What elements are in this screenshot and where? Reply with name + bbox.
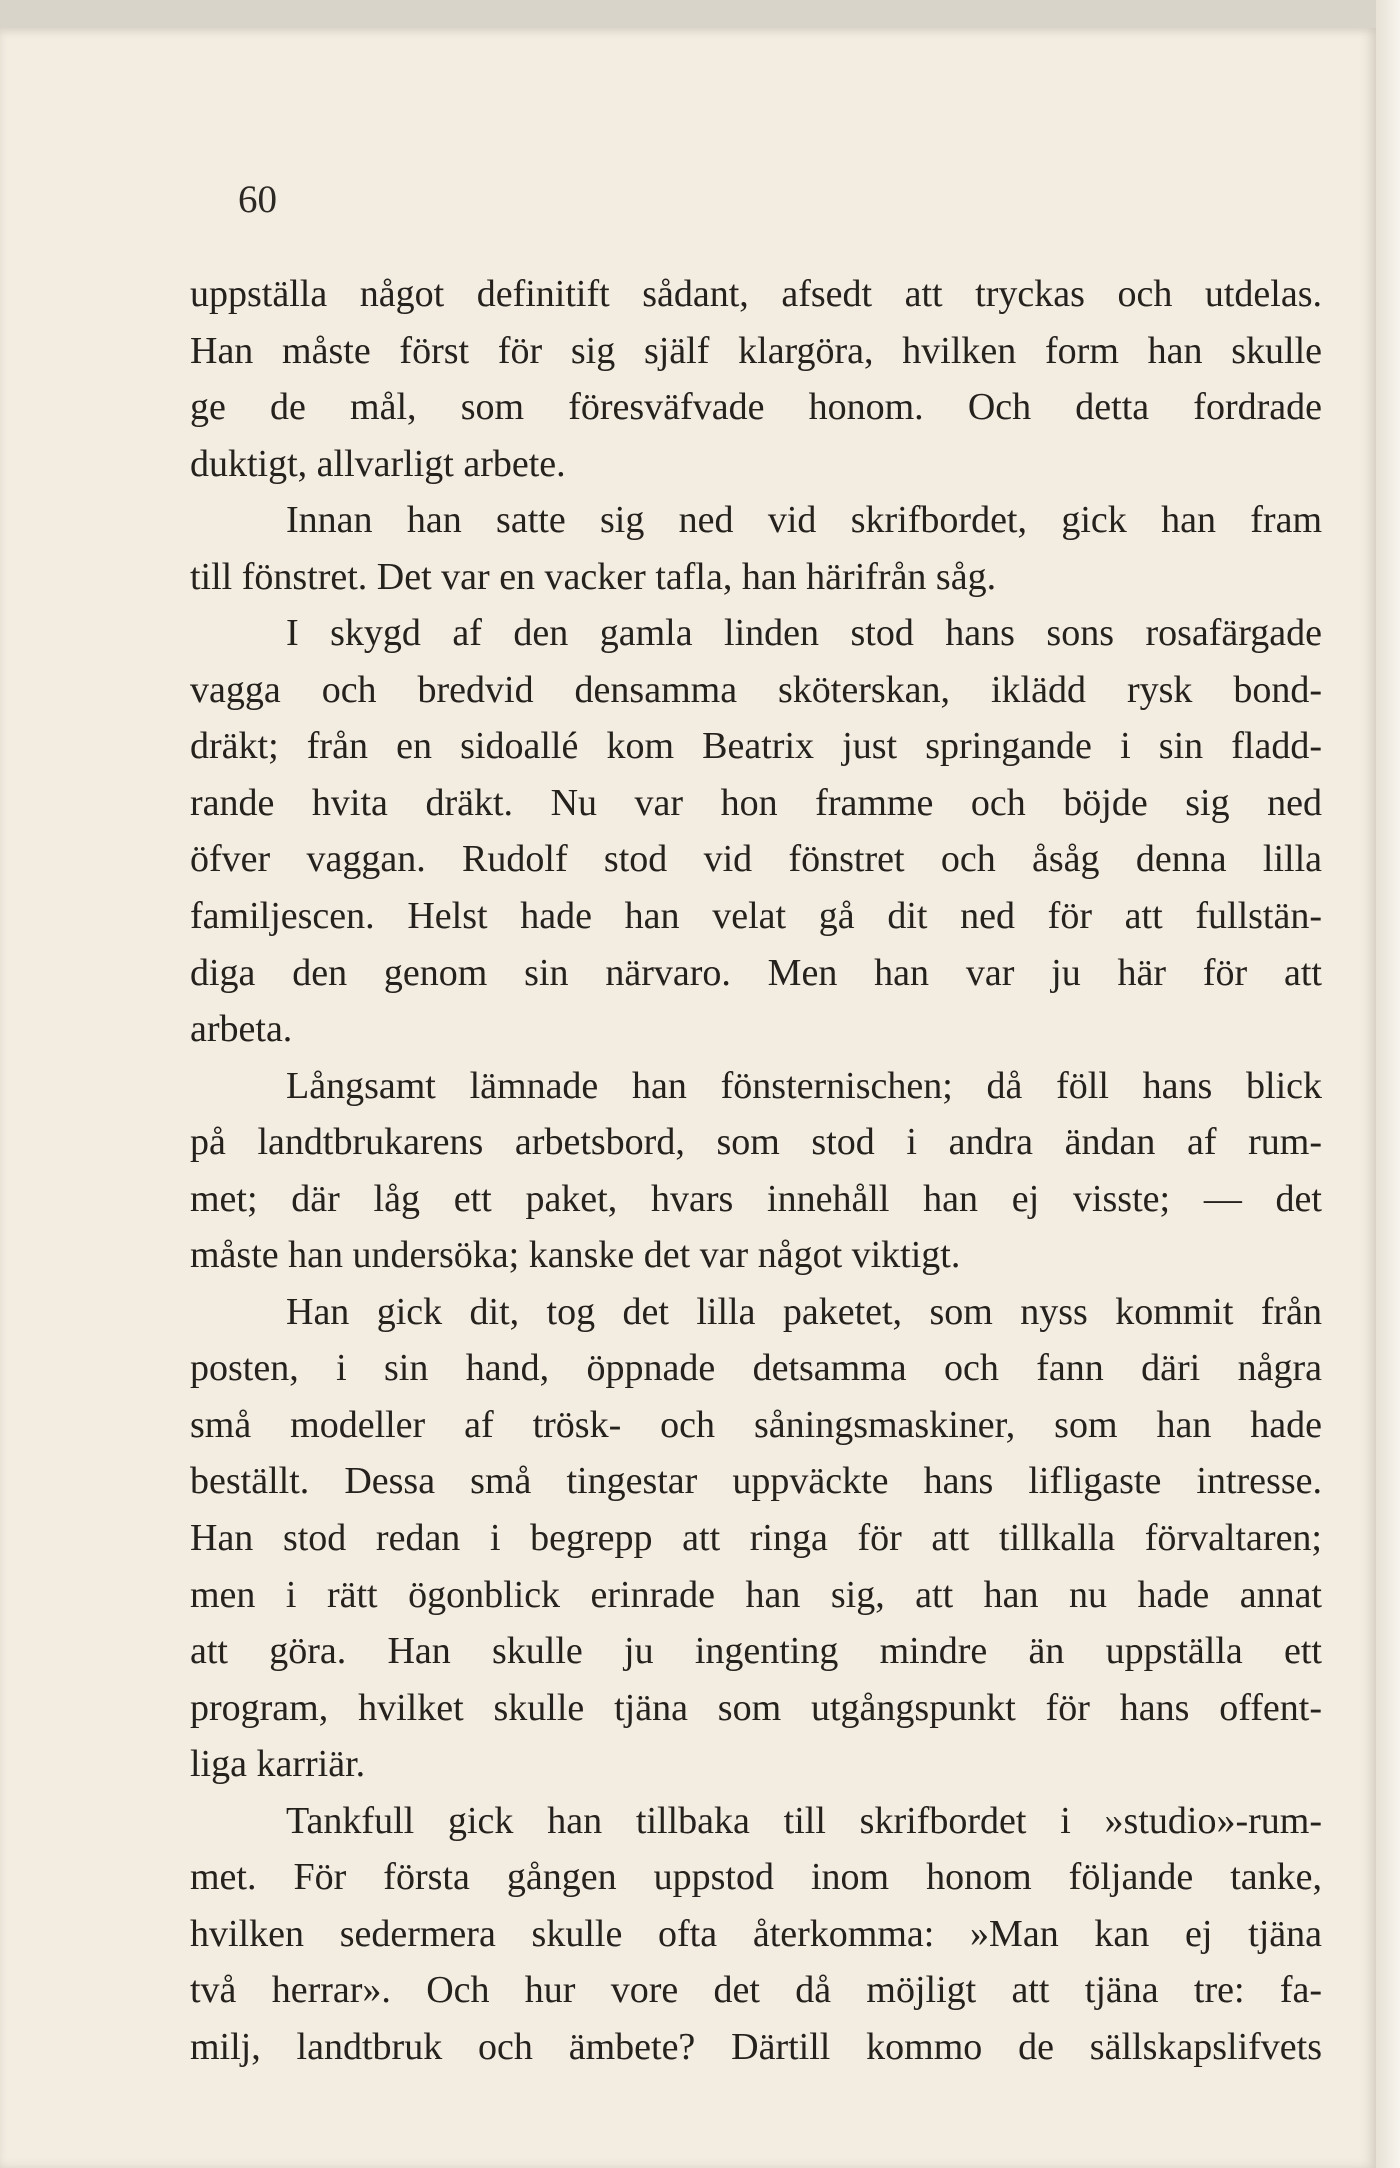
text-line: dräkt; från en sidoallé kom Beatrix just springande i sin fladd-: [190, 725, 1322, 768]
text-line: liga karriär.: [190, 1743, 366, 1786]
text-line: rande hvita dräkt. Nu var hon framme och böjde sig ned: [190, 781, 1322, 824]
text-line: öfver vaggan. Rudolf stod vid fönstret och åsåg denna lilla: [190, 838, 1322, 881]
text-line: Han gick dit, tog det lilla paketet, som nyss kommit från: [286, 1290, 1322, 1333]
body-text: [190, 266, 1322, 2076]
text-line: två herrar». Och hur vore det då möjligt att tjäna tre: fa-: [190, 1969, 1322, 2012]
text-line: på landtbrukarens arbetsbord, som stod i andra ändan af rum-: [190, 1121, 1322, 1164]
text-line: små modeller af trösk- och såningsmaskiner, som han hade: [190, 1403, 1322, 1446]
text-line: uppställa något definitift sådant, afsedt att tryckas och utdelas.: [190, 273, 1322, 315]
page-number: 60: [238, 178, 277, 221]
text-line: Innan han satte sig ned vid skrifbordet, gick han fram: [286, 499, 1322, 542]
text-line: ge de mål, som föresväfvade honom. Och detta fordrade: [190, 386, 1322, 429]
page-edge: [1376, 0, 1400, 2168]
text-line: Han stod redan i begrepp att ringa för att tillkalla förvaltaren;: [190, 1517, 1322, 1560]
text-line: program, hvilket skulle tjäna som utgångspunkt för hans offent-: [190, 1686, 1322, 1729]
text-line: men i rätt ögonblick erinrade han sig, att han nu hade annat: [190, 1573, 1322, 1616]
text-line: Långsamt lämnade han fönsternischen; då föll hans blick: [286, 1064, 1322, 1107]
text-line: måste han undersöka; kanske det var något viktigt.: [190, 1234, 961, 1277]
text-line: milj, landtbruk och ämbete? Därtill kommo de sällskapslifvets: [190, 2025, 1322, 2068]
text-line: Tankfull gick han tillbaka till skrifbordet i »studio»-rum-: [286, 1799, 1322, 1842]
text-line: arbeta.: [190, 1008, 293, 1051]
text-line: posten, i sin hand, öppnade detsamma och fann däri några: [190, 1347, 1322, 1390]
text-line: met. För första gången uppstod inom honom följande tanke,: [190, 1856, 1322, 1899]
text-line: familjescen. Helst hade han velat gå dit ned för att fullstän-: [190, 895, 1322, 938]
text-line: att göra. Han skulle ju ingenting mindre än uppställa ett: [190, 1630, 1322, 1673]
text-line: beställt. Dessa små tingestar uppväckte hans lifligaste intresse.: [190, 1460, 1322, 1503]
text-line: met; där låg ett paket, hvars innehåll han ej visste; — det: [190, 1177, 1322, 1220]
text-line: hvilken sedermera skulle ofta återkomma: »Man kan ej tjäna: [190, 1912, 1322, 1955]
text-line: Han måste först för sig själf klargöra, hvilken form han skulle: [190, 329, 1322, 372]
text-line: vagga och bredvid densamma sköterskan, iklädd rysk bond-: [190, 668, 1322, 711]
text-line: duktigt, allvarligt arbete.: [190, 442, 566, 485]
text-line: till fönstret. Det var en vacker tafla, han härifrån såg.: [190, 555, 997, 598]
text-line: diga den genom sin närvaro. Men han var ju här för att: [190, 951, 1322, 994]
text-line: I skygd af den gamla linden stod hans sons rosafärgade: [286, 612, 1322, 655]
